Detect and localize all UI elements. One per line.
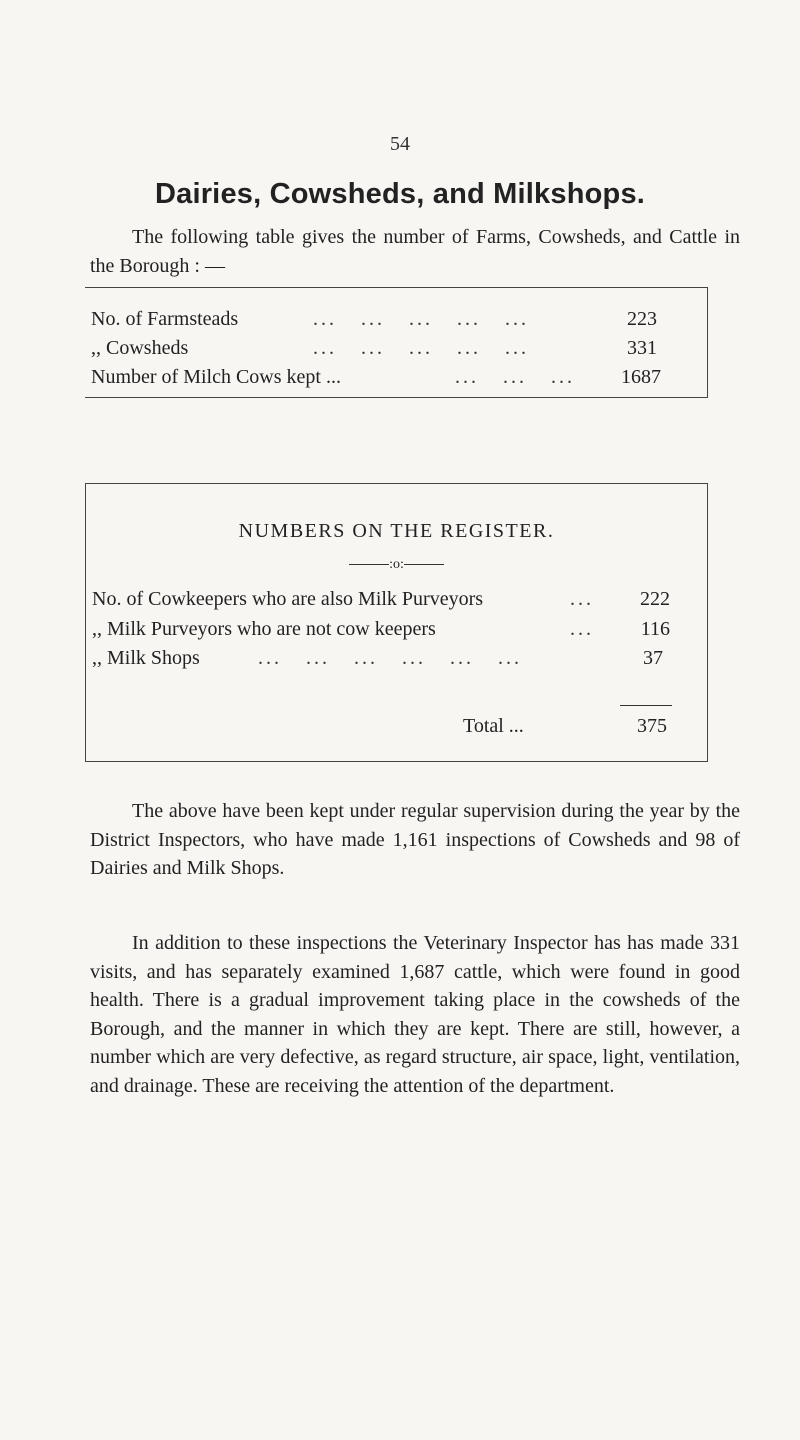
row-label: ,, Milk Shops [92, 647, 200, 669]
register-table [85, 483, 708, 762]
leader-dots: ... ... ... [455, 366, 575, 388]
intro-paragraph: The following table gives the number of Farms, Cowsheds, and Cattle in the Borough : — [90, 226, 740, 277]
separator-mark: :o: [389, 557, 404, 572]
veterinary-paragraph: In addition to these inspections the Veterinary Inspector has has made 331 visits, and has separately examined 1,687 cattle, which were found in good health. There is a gradual improvement taking place in the cowsheds of the Borough, and the manner in which they are kept. There are still, however, a number which are very defective, as regard structure, air space, light, ventilation, and drainage. These are receiving the attention of the department. [90, 932, 740, 1097]
total-rule [620, 705, 672, 706]
supervision-paragraph: The above have been kept under regular supervision during the year by the District Inspectors, who have made 1,161 inspections of Cowsheds and 98 of Dairies and Milk Shops. [90, 800, 740, 879]
leader-dots: ... ... ... ... ... [313, 337, 529, 359]
row-label: ,, Milk Purveyors who are not cow keepers [92, 618, 436, 640]
leader-dots: ... [570, 588, 594, 610]
total-value: 375 [637, 715, 667, 737]
row-label: No. of Farmsteads [91, 308, 239, 330]
row-value: 116 [640, 618, 670, 640]
summary-table [85, 287, 708, 398]
row-value: 222 [640, 588, 670, 610]
leader-dots: ... ... ... ... ... ... [258, 647, 522, 669]
row-label: Number of Milch Cows kept ... [91, 366, 341, 388]
page-number: 54 [390, 133, 410, 155]
page-title: Dairies, Cowsheds, and Milkshops. [154, 178, 646, 210]
row-label: ,, Cowsheds [91, 337, 189, 359]
row-value: 331 [627, 337, 657, 359]
total-label: Total ... [463, 715, 524, 737]
row-label: No. of Cowkeepers who are also Milk Purveyors [92, 588, 484, 610]
leader-dots: ... [570, 618, 594, 640]
row-value: 37 [643, 647, 663, 669]
separator [86, 557, 707, 573]
leader-dots: ... ... ... ... ... [313, 308, 529, 330]
row-value: 223 [627, 308, 657, 330]
register-heading: NUMBERS ON THE REGISTER. [238, 520, 555, 542]
row-value: 1687 [621, 366, 661, 388]
